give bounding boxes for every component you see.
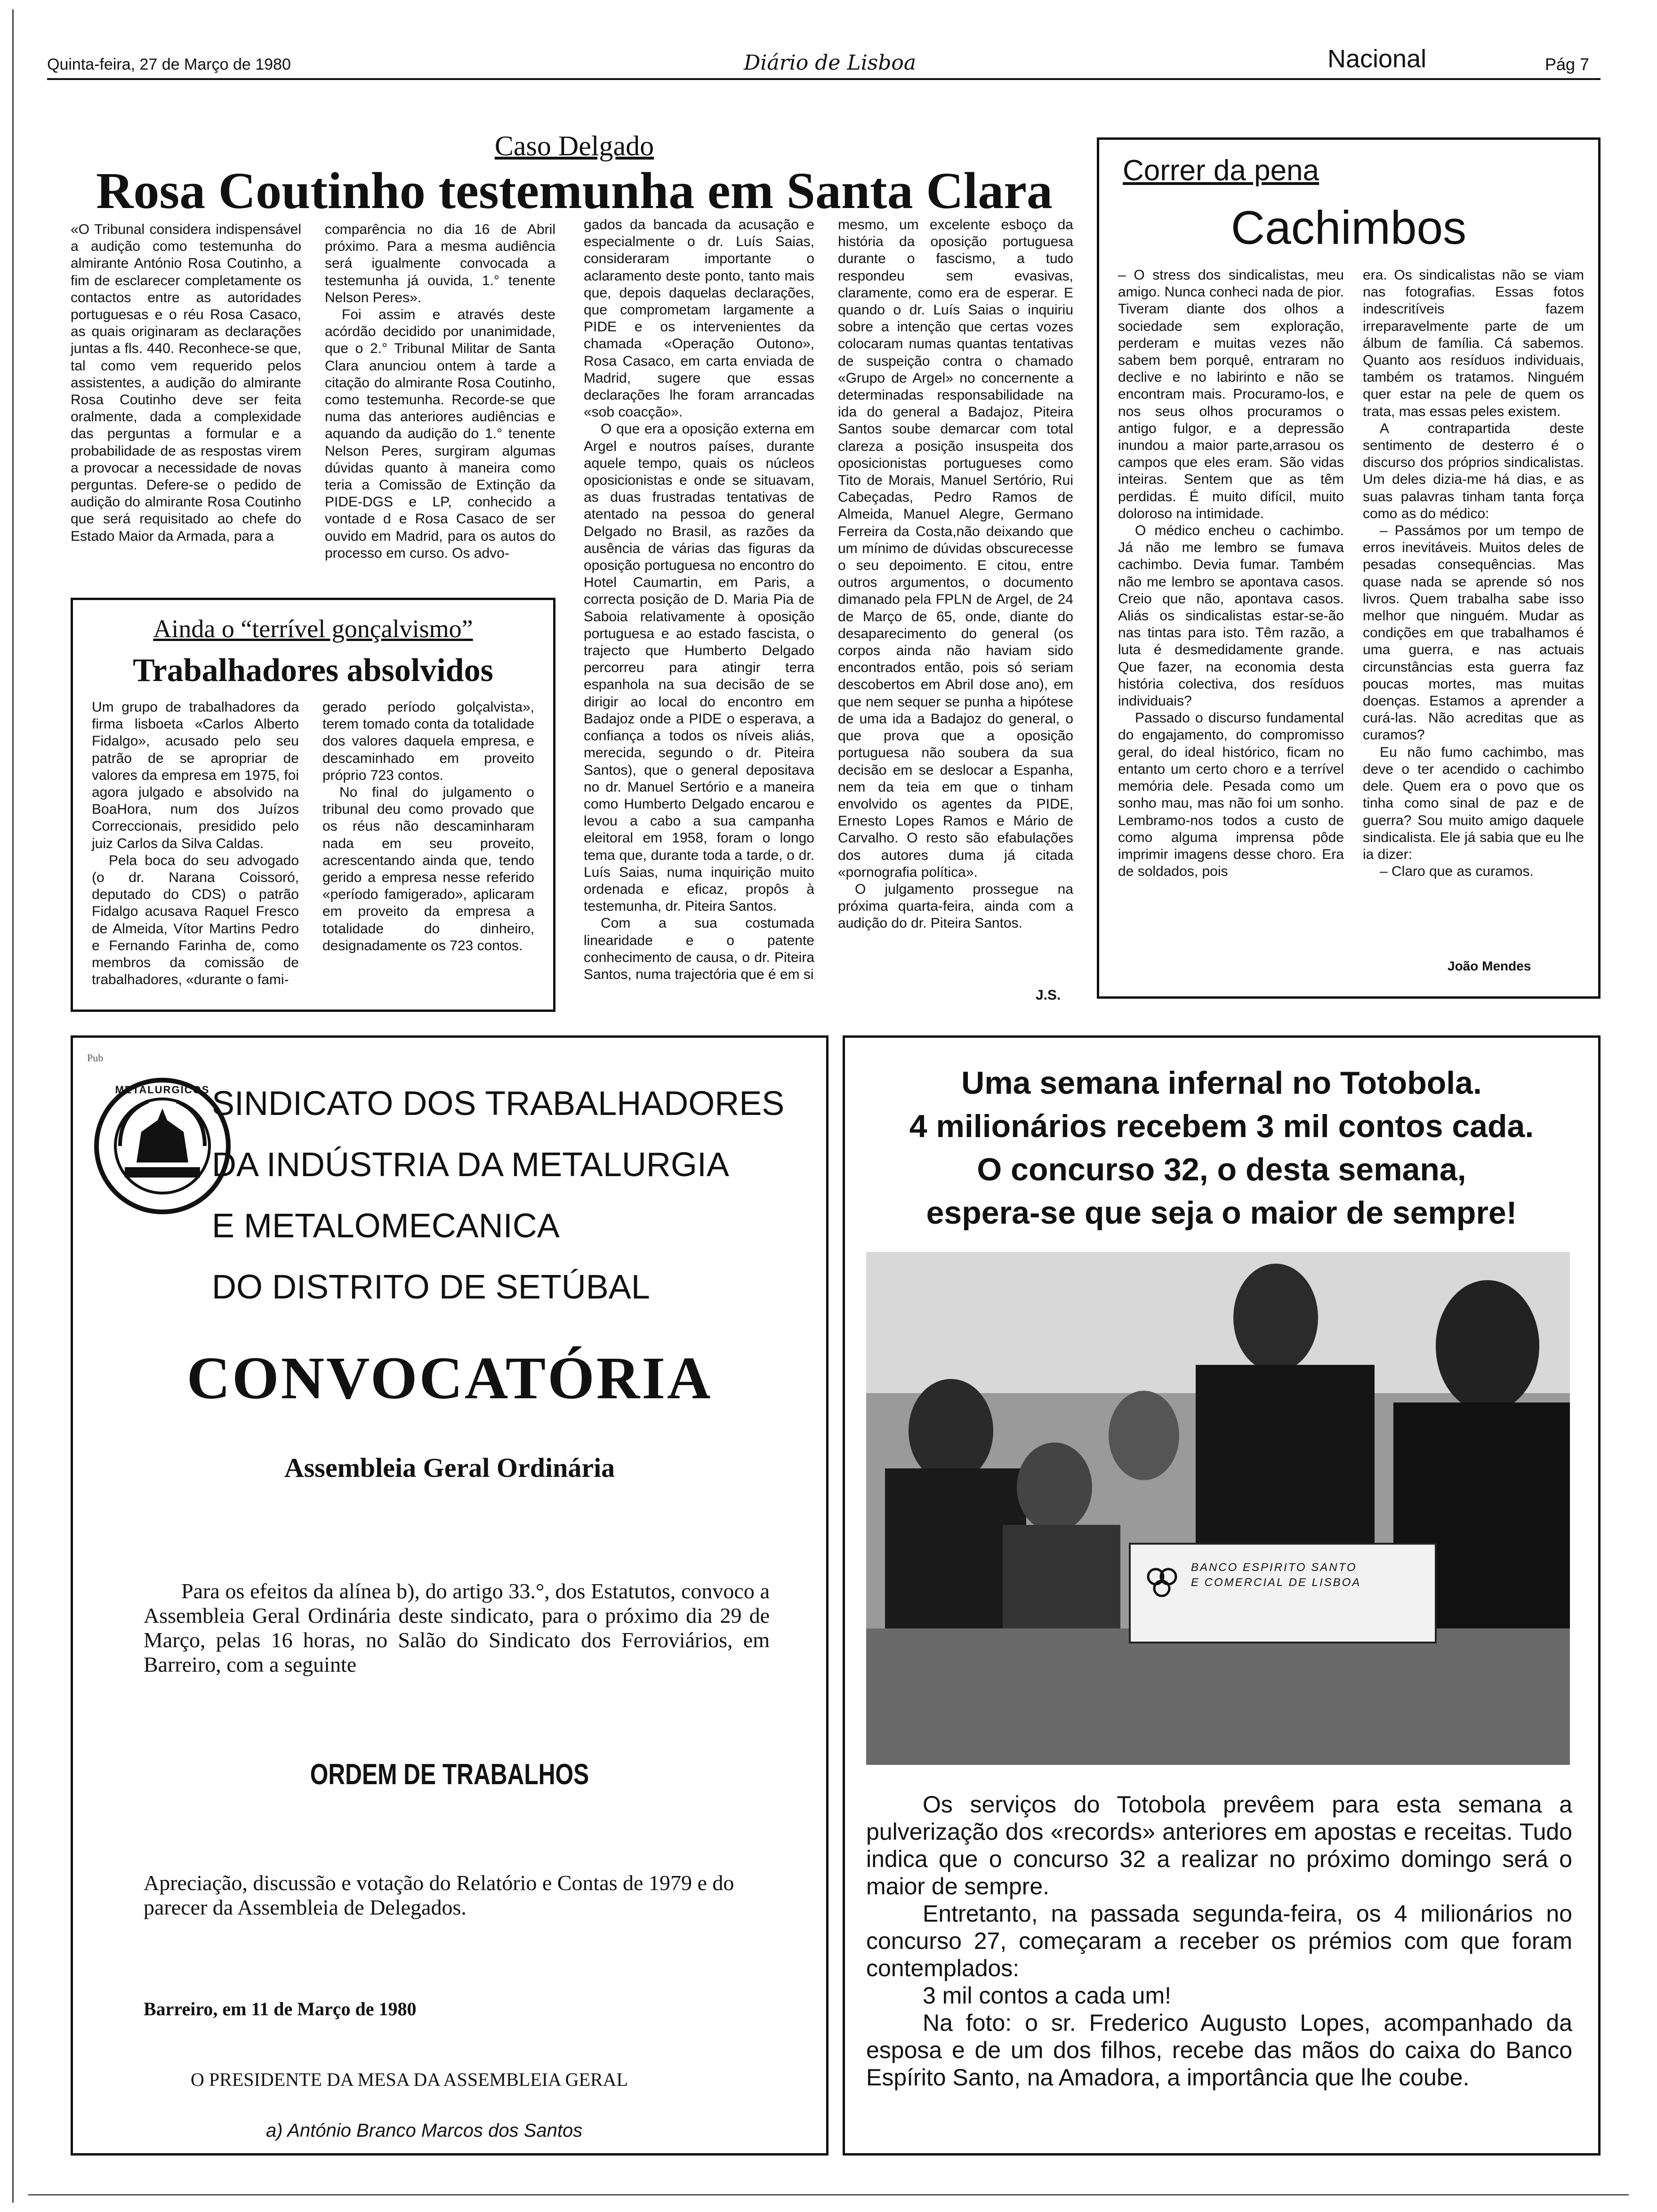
photo-sign-text xyxy=(1191,1560,1361,1590)
sidebar-paragraph: gerado período golçalvista», terem tomado conta da totalidade dos valores daquela empresa, e descaminhado em proveito próprio 723 contos. xyxy=(322,699,534,783)
photo-sign-line: E COMERCIAL DE LISBOA xyxy=(1191,1576,1361,1589)
totobola-headline-line: 4 milionários recebem 3 mil contos cada. xyxy=(909,1108,1534,1144)
totobola-headline-line: espera-se que seja o maior de sempre! xyxy=(926,1195,1517,1231)
column-piece-paragraph: – O stress dos sindicalistas, meu amigo. Nunca conheci nada de pior. Tiveram diante dos olhos a sociedade sem exploração, perderam e muitas vezes não sabem bem porquê, entraram no declive e no labirinto e não se encontram mais. Procuramo-los, e nos seus olhos procuramos o antigo fulgor, e a depressão inundou a maior parte,arrasou os campos que eles eram. São vidas inteiras. Sentem que as têm perdidas. É muito difícil, muito doloroso na intimidade. xyxy=(1118,267,1344,521)
notice-signer-title: O PRESIDENTE DA MESA DA ASSEMBLEIA GERAL xyxy=(191,2069,628,2090)
totobola-headline-line: Uma semana infernal no Totobola. xyxy=(961,1065,1482,1101)
column-piece-paragraph: era. Os sindicalistas não se viam nas fotografias. Essas fotos indescritíveis fazem irreparavelmente parte de um álbum de família. Cá sabemos. Quanto aos resíduos individuais, também os tratamos. Ninguém quer estar na pele de quem os trata, mas essas peles existem. xyxy=(1363,267,1584,419)
column-piece-paragraph: Eu não fumo cachimbo, mas deve o ter acendido o cachimbo dele. Quem era o povo que os tinha como sinal de paz e de guerra? Sou muito amigo daquele sindicalista. Ele já sabia que eu lhe ia dizer: xyxy=(1363,744,1584,862)
article-paragraph: O que era a oposição externa em Argel e noutros países, durante aquele tempo, quais os núcleos oposicionistas e onde se situavam, as duas frustradas tentativas de atentado na pessoa do general Delgado no Brasil, as razões da ausência de várias das figuras da oposição portuguesa no encontro do Hotel Caumartin, em Paris, a correcta posição de D. Maria Pia de Saboia relativamente à oposição portuguesa e ao estado fascista, o trajecto que Humberto Delgado percorreu para atingir terra espanhola na sua decisão de se dirigir ao local do encontro em Badajoz onde a PIDE o esperava, a confiança a todos os níveis aliás, merecida, segundo o dr. Piteira Santos), que o general depositava no dr. Manuel Sertório e a maneira como Humberto Delgado encarou e levou a cabo a sua campanha eleitoral em 1958, foram o longo tema que, durante toda a tarde, o dr. Luís Saias, numa inquirição muito ordenada e eficaz, propôs à testemunha, dr. Piteira Santos. xyxy=(584,421,814,914)
section-name: Nacional xyxy=(1327,45,1427,73)
article-column-1 xyxy=(71,221,301,545)
agenda-text: Apreciação, discussão e votação do Relatório e Contas de 1979 e do parecer da Assembleia de Delegados. xyxy=(144,1871,734,1919)
union-name xyxy=(212,1073,784,1318)
totobola-photo xyxy=(866,1252,1570,1765)
column-piece-headline: Cachimbos xyxy=(1231,201,1467,254)
column-piece-column-2 xyxy=(1363,267,1584,880)
notice-subtitle: Assembleia Geral Ordinária xyxy=(284,1452,615,1483)
column-piece-paragraph: Passado o discurso fundamental do engajamento, do compromisso geral, do ideal histórico, ficam no entanto um certo choro e a terrível memória dele. Pesada como um sonho mau, mas não foi um sonho. Lembramo-nos todos a custo de como alguma imprensa pôde imprimir imagens desse choro. Era de soldados, pois xyxy=(1118,710,1344,880)
totobola-box xyxy=(843,1035,1601,2156)
left-edge-rule xyxy=(12,9,14,2203)
sidebar-paragraph: Pela boca do seu advogado (o dr. Narana Coissoró, deputado do CDS) o patrão Fidalgo acusava Raquel Fresco de Almeida, Vítor Martins Pedro e Fernando Farinha de, como membros da comissão de trabalhadores, «durante o fami- xyxy=(92,852,299,988)
sidebar-paragraph: No final do julgamento o tribunal deu como provado que os réus não descaminharam nada em seu proveito, acrescentando ainda que, tendo gerido a empresa nesse referido «período famigerado», aplicaram em proveito da empresa a totalidade do dinheiro, designadamente os 723 contos. xyxy=(322,785,534,954)
union-name-line: DO DISTRITO DE SETÚBAL xyxy=(212,1268,650,1306)
article-paragraph: mesmo, um excelente esboço da história da oposição portuguesa durante o fascismo, a tudo respondeu sem evasivas, claramente, como era de esperar. E quando o dr. Luís Saias o inquiriu sobre a intenção que certas vozes colocaram numas quantas tentativas de suspeição contra o chamado «Grupo de Argel» no concernente a determinadas responsabilidade na ida do general a Badajoz, Piteira Santos soube demarcar com total clareza a posição insuspeita dos oposicionistas portugueses como Tito de Morais, Manuel Sertório, Rui Cabeçadas, Pedro Ramos de Almeida, Manuel Alegre, Germano Ferreira da Costa,não deixando que um mínimo de dúvidas obscurecesse o seu depoimento. E citou, entre outros argumentos, o documento dimanado pela FPLN de Argel, de 24 de Março de 65, onde, diante do desaparecimento do general (os corpos ainda não haviam sido encontrados então, pois só seriam descobertos em Abril dose ano), em que nem sequer se punha a hipótese de uma ida a Badajoz do general, o que prova que a oposição portuguesa não soubera da sua decisão em se deslocar a Espanha, nem da teia em que o tinham envolvido os agentes da PIDE, Ernesto Lopes Ramos e Mário de Carvalho. O resto são efabulações dos autores duma já citada «pornografia política». xyxy=(838,217,1073,880)
advert-tag: Pub xyxy=(87,1052,104,1064)
article-paragraph: gados da bancada da acusação e especialmente o dr. Luís Saias, consideraram importante o aclaramento deste ponto, tanto mais que, depois daquelas declarações, que comprometam largamente a PIDE e os intervenientes da chamada «Operação Outono», Rosa Casaco, em carta enviada de Madrid, sugere que essas declarações lhe foram arrancadas «sob coacção». xyxy=(584,217,814,420)
sidebar-kicker: Ainda o “terrível gonçalvismo” xyxy=(153,615,473,643)
notice-place-date: Barreiro, em 11 de Março de 1980 xyxy=(144,1998,417,2020)
union-notice-box xyxy=(71,1035,828,2156)
newspaper-name: Diário de Lisboa xyxy=(744,51,917,75)
sidebar-paragraph: Um grupo de trabalhadores da firma lisboeta «Carlos Alberto Fidalgo», acusado pelo seu patrão de se apropriar de valores da empresa em 1975, foi agora julgado e absolvido na BoaHora, num dos Juízos Correccionais, presidido pelo juiz Carlos da Silva Caldas. xyxy=(92,699,299,851)
column-piece-author: João Mendes xyxy=(1448,959,1531,973)
article-paragraph: comparência no dia 16 de Abril próximo. Para a mesma audiência será igualmente convocada a testemunha já ouvida, 1.° tenente Nelson Peres». xyxy=(325,222,555,305)
sidebar-box xyxy=(71,598,555,1012)
totobola-headline-line: O concurso 32, o desta semana, xyxy=(977,1152,1466,1187)
union-name-line: DA INDÚSTRIA DA METALURGIA xyxy=(212,1146,729,1184)
totobola-paragraph: Entretanto, na passada segunda-feira, os 4 milionários no concurso 27, começaram a receber os prémios com que foram contemplados: xyxy=(866,1900,1572,1981)
article-column-4 xyxy=(838,216,1073,932)
issue-date: Quinta-feira, 27 de Março de 1980 xyxy=(47,56,291,73)
article-paragraph: Com a sua costumada linearidade e o patente conhecimento de causa, o dr. Piteira Santos, numa trajectória que é em si xyxy=(584,915,814,982)
article-kicker: Caso Delgado xyxy=(494,130,654,161)
sidebar-column-1 xyxy=(92,699,299,988)
article-paragraph: Foi assim e através deste acórdão decidido por unanimidade, que o 2.° Tribunal Militar de Santa Clara anunciou ontem à tarde a citação do almirante Rosa Coutinho, como testemunha. Recorde-se que numa das anteriores audiências e aquando da audição do 1.° tenente Nelson Peres, surgiram algumas dúvidas quanto à maneira como teria a Comissão de Extinção da PIDE-DGS e LP, conhecido a vontade d e Rosa Casaco de ser ouvido em Madrid, para os autos do processo em curso. Os advo- xyxy=(325,307,555,561)
totobola-headline xyxy=(845,1061,1598,1234)
bottom-rule xyxy=(28,2194,1629,2196)
notice-body: Para os efeitos da alínea b), do artigo 33.°, dos Estatutos, convoco a Assembleia Geral Ordinária deste sindicato, para o próximo dia 29 de Março, pelas 16 horas, no Salão do Sindicato dos Ferroviários, em Barreiro, com a seguinte xyxy=(144,1579,770,1676)
article-headline: Rosa Coutinho testemunha em Santa Clara xyxy=(96,162,1053,219)
column-piece-paragraph: A contrapartida deste sentimento de desterro é o discurso dos próprios sindicalistas. Um deles dizia-me há dias, e as suas palavras tinham tanta força como as do médico: xyxy=(1363,420,1584,521)
page-number: Pág 7 xyxy=(1545,55,1590,74)
article-column-3 xyxy=(584,216,814,983)
article-signature: J.S. xyxy=(1036,987,1061,1003)
masthead-rule xyxy=(47,78,1601,80)
article-column-2 xyxy=(325,221,555,562)
article-paragraph: O julgamento prossegue na próxima quarta-feira, ainda com a audição do dr. Piteira Santos. xyxy=(838,881,1073,931)
column-piece-paragraph: – Claro que as curamos. xyxy=(1380,864,1534,880)
sidebar-column-2 xyxy=(322,699,534,954)
notice-signer: a) António Branco Marcos dos Santos xyxy=(266,2120,583,2141)
sidebar-headline: Trabalhadores absolvidos xyxy=(133,652,493,689)
bank-logo-icon xyxy=(1144,1563,1182,1600)
photo-sign-line: BANCO ESPIRITO SANTO xyxy=(1191,1561,1357,1574)
union-logo-text: METALURGICOS xyxy=(115,1084,210,1096)
column-piece-kicker: Correr da pena xyxy=(1123,154,1319,187)
photo-scene-image xyxy=(866,1252,1570,1765)
union-name-line: SINDICATO DOS TRABALHADORES xyxy=(212,1085,785,1122)
article-paragraph: «O Tribunal considera indispensável a audição como testemunha do almirante António Rosa Coutinho, a fim de esclarecer completamente os contactos entre as autoridades portuguesas e o réu Rosa Casaco, as quais originaram as declarações juntas a fls. 440. Reconhece-se que, tal como vem requerido pelos assistentes, a audição do almirante Rosa Coutinho deve ser feita oralmente, dada a complexidade das perguntas a formular e a probabilidade de as respostas virem a provocar a necessidade de novas perguntas. Defere-se o pedido de audição do almirante Rosa Coutinho que será requisitado ao chefe do Estado Maior da Armada, para a xyxy=(71,222,301,544)
column-piece-paragraph: O médico encheu o cachimbo. Já não me lembro se fumava cachimbo. Devia fumar. Também não me lembro se apontava casos. Creio que não, apontava casos. Aliás os sindicalistas estar-se-ão nas tintas para isto. Têm razão, a luta é desmedidamente grande. Que fazer, na economia desta história colectiva, dos resíduos individuais? xyxy=(1118,523,1344,709)
totobola-text xyxy=(866,1791,1572,2091)
totobola-paragraph: Na foto: o sr. Frederico Augusto Lopes, acompanhado da esposa e de um dos filhos, recebe das mãos do caixa do Banco Espírito Santo, na Amadora, a importância que lhe coube. xyxy=(866,2010,1572,2091)
column-piece-box xyxy=(1097,137,1601,999)
union-name-line: E METALOMECANICA xyxy=(212,1207,560,1245)
notice-title: CONVOCATÓRIA xyxy=(186,1345,713,1411)
totobola-paragraph: 3 mil contos a cada um! xyxy=(923,1982,1172,2009)
totobola-paragraph: Os serviços do Totobola prevêem para esta semana a pulverização dos «records» anteriores em apostas e receitas. Tudo indica que o concurso 32 a realizar no próximo domingo será o maior de sempre. xyxy=(866,1791,1572,1899)
agenda-title: ORDEM DE TRABALHOS xyxy=(310,1758,589,1791)
column-piece-column-1 xyxy=(1118,267,1344,880)
column-piece-paragraph: – Passámos por um tempo de erros inevitáveis. Muitos deles de pesadas consequências. Mas quase nada se aprende só nos livros. Quem trabalha sabe isso melhor que ninguém. Mudar as condições em que trabalhamos é uma guerra, e nas actuais circunstâncias esta guerra faz poucas mortes, mas muitas doenças. Estamos a aprender a curá-las. Não acreditas que as curamos? xyxy=(1363,523,1584,743)
